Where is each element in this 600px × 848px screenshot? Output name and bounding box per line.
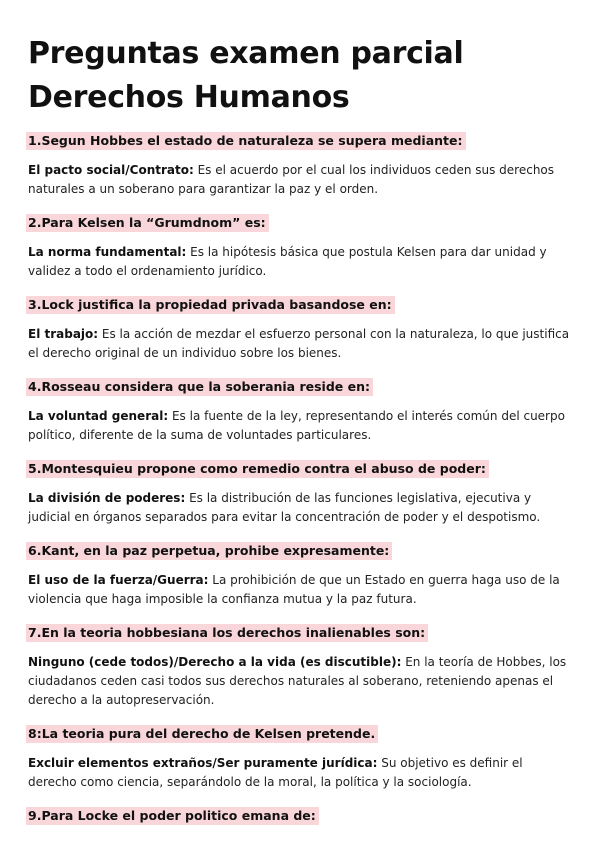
qa-item-8 xyxy=(28,723,572,792)
question-7: 7.En la teoria hobbesiana los derechos inalienables son: xyxy=(26,624,428,642)
answer-1 xyxy=(28,161,572,199)
qa-item-6 xyxy=(28,540,572,609)
answer-text-6: La prohibición de que un Estado en guerra haga uso de la violencia que haga imposible la confianza mutua y la paz futura. xyxy=(28,573,560,606)
qa-item-7 xyxy=(28,622,572,710)
question-9: 9.Para Locke el poder politico emana de: xyxy=(26,807,319,825)
answer-text-8: Su objetivo es definir el derecho como ciencia, separándolo de la moral, la política y la sociología. xyxy=(28,756,523,789)
question-3: 3.Lock justifica la propiedad privada basandose en: xyxy=(26,296,395,314)
answer-3 xyxy=(28,325,572,363)
qa-item-1 xyxy=(28,130,572,199)
answer-term-3: El trabajo: xyxy=(28,327,99,341)
qa-item-2 xyxy=(28,212,572,281)
answer-term-7: Ninguno (cede todos)/Derecho a la vida (es discutible): xyxy=(28,655,402,669)
answer-text-2: Es la hipótesis básica que postula Kelsen para dar unidad y validez a todo el ordenamiento jurídico. xyxy=(28,245,547,278)
answer-5 xyxy=(28,489,572,527)
answer-term-1: El pacto social/Contrato: xyxy=(28,163,194,177)
answer-term-4: La voluntad general: xyxy=(28,409,169,423)
title-line-1: Preguntas examen parcial xyxy=(28,36,464,71)
question-5: 5.Montesquieu propone como remedio contra el abuso de poder: xyxy=(26,460,489,478)
answer-term-8: Excluir elementos extraños/Ser puramente jurídica: xyxy=(28,756,378,770)
question-8: 8:La teoria pura del derecho de Kelsen pretende. xyxy=(26,725,378,743)
answer-text-7: En la teoría de Hobbes, los ciudadanos ceden casi todos sus derechos naturales al soberano, reteniendo apenas el derecho a la autopreservación. xyxy=(28,655,567,707)
answer-term-2: La norma fundamental: xyxy=(28,245,187,259)
qa-item-9 xyxy=(28,805,572,825)
answer-8 xyxy=(28,754,572,792)
question-2: 2.Para Kelsen la “Grumdnom” es: xyxy=(26,214,269,232)
answer-6 xyxy=(28,571,572,609)
answer-text-1: Es el acuerdo por el cual los individuos ceden sus derechos naturales a un soberano para garantizar la paz y el orden. xyxy=(28,163,555,196)
answer-4 xyxy=(28,407,572,445)
qa-item-4 xyxy=(28,376,572,445)
page-title xyxy=(28,32,572,120)
answer-term-6: El uso de la fuerza/Guerra: xyxy=(28,573,209,587)
title-line-2: Derechos Humanos xyxy=(28,80,350,115)
question-4: 4.Rosseau considera que la soberania reside en: xyxy=(26,378,373,396)
answer-term-5: La división de poderes: xyxy=(28,491,186,505)
qa-item-3 xyxy=(28,294,572,363)
qa-item-5 xyxy=(28,458,572,527)
question-6: 6.Kant, en la paz perpetua, prohibe expresamente: xyxy=(26,542,392,560)
answer-text-3: Es la acción de mezdar el esfuerzo personal con la naturaleza, lo que justifica el derecho original de un individuo sobre los bienes. xyxy=(28,327,570,360)
answer-2 xyxy=(28,243,572,281)
question-1: 1.Segun Hobbes el estado de naturaleza se supera mediante: xyxy=(26,132,466,150)
answer-7 xyxy=(28,653,572,710)
answer-text-5: Es la distribución de las funciones legislativa, ejecutiva y judicial en órganos separados para evitar la concentración de poder y el despotismo. xyxy=(28,491,541,524)
answer-text-4: Es la fuente de la ley, representando el interés común del cuerpo político, diferente de la suma de voluntades particulares. xyxy=(28,409,565,442)
